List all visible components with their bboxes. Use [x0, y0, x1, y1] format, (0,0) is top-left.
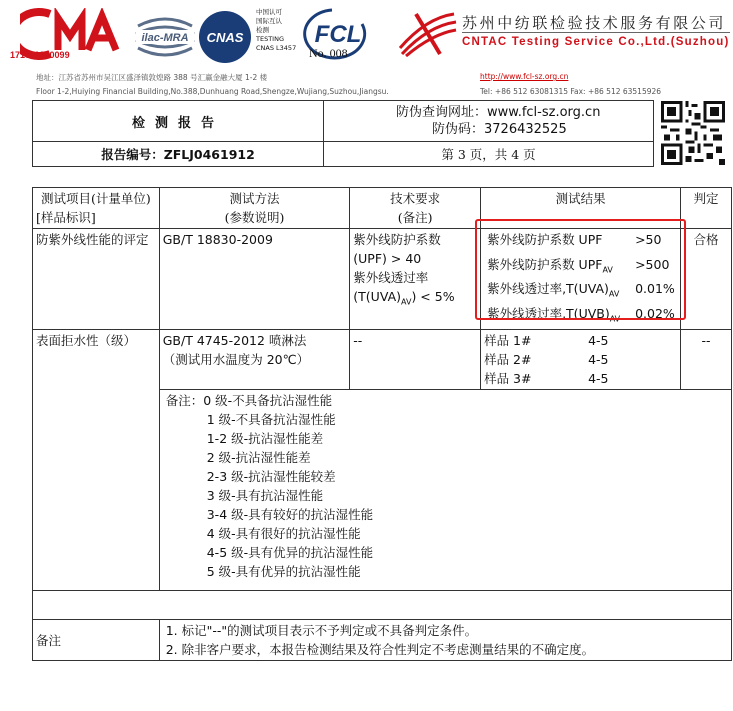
grade-line: 备注：0 级-不具备抗沾湿性能	[165, 393, 333, 408]
notes-label: 备注	[33, 620, 160, 661]
company-divider	[462, 32, 730, 33]
page-number: 第 3 页，共 4 页	[324, 142, 654, 167]
grade-line: 3-4 级-具有较好的抗沾湿性能	[206, 507, 374, 522]
svg-text:ilac-MRA: ilac-MRA	[141, 32, 189, 44]
water-results	[481, 330, 681, 390]
qr-code-icon	[661, 100, 725, 166]
address-cn: 地址：江苏省苏州市吴江区盛泽镇敦煌路 388 号汇赢金融大厦 1-2 楼	[36, 73, 268, 82]
uv-result-row: 紫外线透过率$,T(UVA)_{AV}$ 0.01%	[487, 281, 675, 299]
note-line: 2. 除非客户要求，本报告检测结果及符合性判定不考虑测量结果的不确定度。	[165, 642, 595, 657]
uv-method: GB/T 18830-2009	[159, 229, 350, 330]
uv-judgement: 合格	[681, 229, 732, 330]
uv-result-row: 紫外线防护系数 UPF >50	[487, 232, 662, 247]
header-requirement-sub: (备注)	[397, 210, 433, 225]
verify-url: 防伪查询网址：www.fcl-sz.org.cn	[396, 105, 601, 120]
uv-result-row: 紫外线防护系数 $UPF_{AV}$ >500	[487, 256, 670, 274]
highlight-box	[475, 219, 686, 320]
cma-number: 171011260099	[10, 50, 70, 60]
grade-line: 4 级-具有很好的抗沾湿性能	[206, 526, 361, 541]
svg-text:CNAS: CNAS	[206, 30, 244, 45]
verify-code: 防伪码：3726432525	[432, 122, 567, 137]
address-en: Floor 1-2,Huiying Financial Building,No.388,Dunhuang Road,Shengze,Wujiang,Suzhou,Jiangsu.	[36, 87, 389, 96]
cnas-caption: 中国认可 国际互认 检测 TESTING CNAS L3457	[256, 8, 297, 52]
table-row-notes	[33, 620, 732, 661]
water-method: GB/T 4745-2012 喷淋法 （测试用水温度为 20℃）	[159, 330, 350, 390]
water-sample-row: 样品 1# 4-5	[484, 333, 609, 348]
company-name-en: CNTAC Testing Service Co.,Ltd.(Suzhou)	[462, 36, 730, 48]
uv-requirement: 紫外线防护系数 (UPF) > 40 紫外线透过率 $(T(UVA)_{AV}) < 5\%$	[350, 229, 481, 330]
header-result: 测试结果	[555, 191, 606, 206]
grade-line: 3 级-具有抗沾湿性能	[206, 488, 324, 503]
grade-line: 1 级-不具备抗沾湿性能	[206, 412, 336, 427]
header-item: 测试项目(计量单位)	[40, 191, 151, 206]
water-requirement: --	[350, 330, 481, 390]
uv-item: 防紫外线性能的评定	[33, 229, 160, 330]
water-judgement: --	[681, 330, 732, 390]
grade-remarks	[159, 390, 731, 591]
header-method-sub: (参数说明)	[224, 210, 285, 225]
fcl-number: No. 008	[309, 46, 348, 60]
report-number: 报告编号：ZFLJ0461912	[33, 142, 324, 167]
header-judgement: 判定	[693, 191, 719, 206]
water-sample-row: 样品 2# 4-5	[484, 352, 609, 367]
ilac-mra-logo	[130, 10, 200, 64]
grade-line: 2 级-抗沾湿性能差	[206, 450, 311, 465]
svg-text:FCL: FCL	[314, 21, 362, 48]
cnas-logo	[195, 8, 255, 66]
notes-content	[159, 620, 731, 661]
company-logo-icon	[396, 8, 458, 58]
grade-line: 1-2 级-抗沾湿性能差	[206, 431, 324, 446]
grade-line: 4-5 级-具有优异的抗沾湿性能	[206, 545, 374, 560]
water-item: 表面拒水性（级）	[33, 330, 160, 591]
cma-logo	[20, 8, 140, 70]
grade-line: 5 级-具有优异的抗沾湿性能	[206, 564, 361, 579]
grade-line: 2-3 级-抗沾湿性能较差	[206, 469, 336, 484]
tel-fax: Tel: +86 512 63081315 Fax: +86 512 63515926	[480, 87, 662, 96]
table-row-water	[33, 330, 732, 390]
table-row-spacer	[33, 591, 732, 620]
note-line: 1. 标记"--"的测试项目表示不予判定或不具备判定条件。	[165, 623, 478, 638]
report-title-table	[32, 100, 654, 167]
website-link[interactable]: http://www.fcl-sz.org.cn	[480, 72, 569, 81]
report-title: 检测报告	[33, 101, 324, 142]
header-requirement: 技术要求	[390, 191, 441, 206]
water-sample-row: 样品 3# 4-5	[484, 371, 609, 386]
header-method: 测试方法	[229, 191, 280, 206]
uv-result-row: 紫外线透过率$,T(UVB)_{AV}$ 0.02%	[487, 305, 675, 323]
header-item-sub: [样品标识]	[36, 210, 96, 225]
company-name-cn: 苏州中纺联检验技术服务有限公司	[462, 14, 727, 32]
